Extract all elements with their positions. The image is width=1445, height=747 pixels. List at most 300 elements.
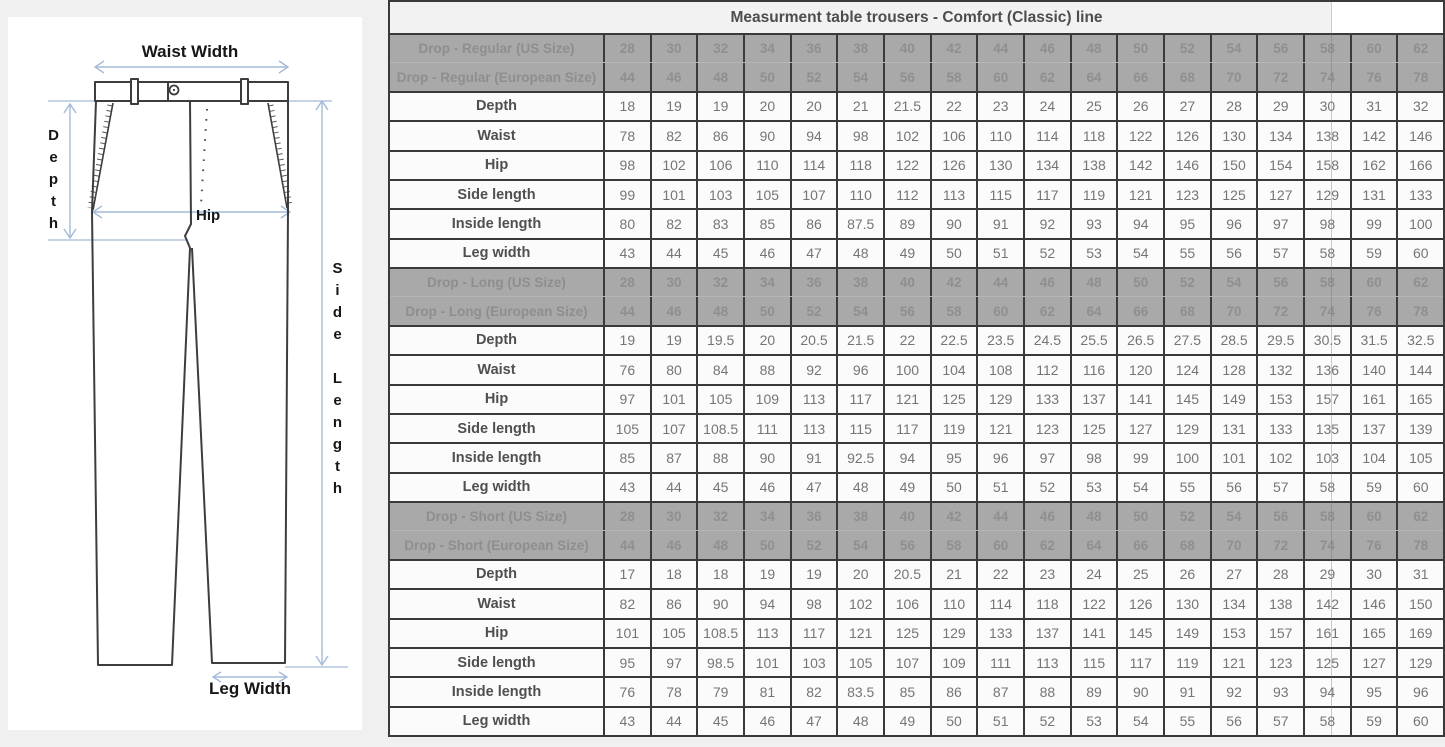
eu-size-cell: 54 [836,63,883,90]
us-size-cell: 52 [1163,503,1210,530]
measurement-value-cell: 30 [1303,93,1350,120]
measurement-value-cell: 95 [1350,678,1397,705]
us-size-cell: 30 [650,269,697,296]
measurement-value-cell: 100 [1163,444,1210,471]
measurement-value-cell: 161 [1350,386,1397,413]
measurement-value-cell: 130 [1163,590,1210,617]
us-size-cell: 52 [1163,269,1210,296]
measurement-value-cell: 19 [650,93,697,120]
measurement-value-cell: 102 [1256,444,1303,471]
measurement-value-cell: 98 [603,152,650,179]
measurement-value-cell: 28.5 [1210,327,1257,354]
measurement-value-cell: 101 [1210,444,1257,471]
measurement-value-cell: 118 [836,152,883,179]
us-size-cell: 38 [836,503,883,530]
measurement-row [390,91,1443,120]
measurement-value-cell: 103 [1303,444,1350,471]
measurement-value-cell: 122 [883,152,930,179]
us-size-cell: 40 [883,35,930,62]
measurement-value-cell: 131 [1210,415,1257,442]
measurement-value-cell: 91 [976,210,1023,237]
measurement-value-cell: 109 [743,386,790,413]
measurement-value-cell: 98 [1070,444,1117,471]
measurement-value-cell: 146 [1350,590,1397,617]
measurement-value-cell: 59 [1350,474,1397,501]
measurement-value-cell: 22 [976,561,1023,588]
measurement-value-cell: 90 [696,590,743,617]
side-length-label: Side Length [329,260,346,502]
eu-size-cell: 72 [1256,531,1303,558]
measurement-row [390,442,1443,471]
measurement-value-cell: 146 [1396,122,1443,149]
eu-size-cell: 64 [1070,297,1117,324]
measurement-value-cell: 90 [930,210,977,237]
measurement-value-cell: 142 [1116,152,1163,179]
eu-size-cell: 68 [1163,297,1210,324]
measurement-value-cell: 132 [1256,356,1303,383]
measurement-row [390,676,1443,705]
measurement-value-cell: 130 [976,152,1023,179]
measurement-value-cell: 94 [743,590,790,617]
measurement-value-cell: 29 [1303,561,1350,588]
measurement-value-cell: 23 [1023,561,1070,588]
measurement-value-cell: 105 [696,386,743,413]
side-length-arrow [316,101,328,665]
measurement-value-cell: 144 [1396,356,1443,383]
measurement-value-cell: 133 [1256,415,1303,442]
measurement-value-cell: 146 [1163,152,1210,179]
measurement-value-cell: 56 [1210,708,1257,735]
measurement-value-cell: 149 [1163,620,1210,647]
measurement-value-cell: 125 [1303,649,1350,676]
us-size-cell: 48 [1070,35,1117,62]
eu-size-cell: 60 [976,531,1023,558]
measurement-row-label: Inside length [451,215,542,232]
measurement-value-cell: 161 [1303,620,1350,647]
us-size-cell: 46 [1023,269,1070,296]
measurement-value-cell: 20 [790,93,837,120]
eu-size-cell: 56 [883,297,930,324]
measurement-value-cell: 49 [883,708,930,735]
measurement-value-cell: 24 [1023,93,1070,120]
measurement-value-cell: 19 [743,561,790,588]
eu-size-cell: 78 [1396,531,1443,558]
measurement-value-cell: 97 [1256,210,1303,237]
measurement-value-cell: 92 [1023,210,1070,237]
measurement-value-cell: 58 [1303,708,1350,735]
eu-size-cell: 46 [650,63,697,90]
measurement-value-cell: 92 [1210,678,1257,705]
measurement-value-cell: 125 [930,386,977,413]
depth-arrow [64,104,76,238]
measurement-value-cell: 24 [1070,561,1117,588]
measurement-value-cell: 99 [1116,444,1163,471]
measurement-row [390,413,1443,442]
measurement-row [390,120,1443,149]
measurement-value-cell: 123 [1163,181,1210,208]
eu-size-header-row [390,62,1443,90]
measurement-value-cell: 105 [603,415,650,442]
eu-size-cell: 48 [696,297,743,324]
measurement-value-cell: 133 [976,620,1023,647]
us-size-cell: 54 [1210,35,1257,62]
waist-width-arrow [95,61,288,73]
measurement-value-cell: 43 [603,474,650,501]
us-size-cell: 62 [1396,35,1443,62]
measurement-value-cell: 53 [1070,240,1117,267]
measurement-value-cell: 89 [883,210,930,237]
measurement-value-cell: 99 [603,181,650,208]
measurement-value-cell: 104 [1350,444,1397,471]
leg-width-label: Leg Width [209,679,291,698]
eu-size-cell: 46 [650,297,697,324]
measurement-value-cell: 92 [790,356,837,383]
measurement-value-cell: 76 [603,356,650,383]
eu-size-cell: 70 [1210,63,1257,90]
measurement-value-cell: 26 [1116,93,1163,120]
measurement-value-cell: 95 [603,649,650,676]
measurement-value-cell: 129 [1303,181,1350,208]
measurement-value-cell: 109 [930,649,977,676]
us-size-cell: 62 [1396,503,1443,530]
us-size-cell: 62 [1396,269,1443,296]
measurement-value-cell: 153 [1256,386,1303,413]
us-size-cell: 54 [1210,503,1257,530]
measurement-value-cell: 18 [603,93,650,120]
measurement-value-cell: 145 [1116,620,1163,647]
us-size-cell: 44 [976,269,1023,296]
eu-size-cell: 52 [790,63,837,90]
measurement-value-cell: 141 [1116,386,1163,413]
measurement-value-cell: 122 [1070,590,1117,617]
measurement-value-cell: 110 [976,122,1023,149]
us-size-cell: 56 [1256,35,1303,62]
measurement-value-cell: 99 [1350,210,1397,237]
measurement-value-cell: 108.5 [696,415,743,442]
us-size-cell: 46 [1023,503,1070,530]
measurement-value-cell: 98 [836,122,883,149]
measurement-value-cell: 96 [1396,678,1443,705]
us-size-row-label: Drop - Long (US Size) [427,275,566,291]
eu-size-cell: 70 [1210,531,1257,558]
measurement-value-cell: 115 [1070,649,1117,676]
measurement-value-cell: 118 [1070,122,1117,149]
measurement-value-cell: 135 [1303,415,1350,442]
measurement-value-cell: 131 [1350,181,1397,208]
measurement-value-cell: 94 [1303,678,1350,705]
measurement-value-cell: 29.5 [1256,327,1303,354]
us-size-header-row [390,33,1443,62]
us-size-row-label: Drop - Short (US Size) [426,509,567,525]
measurement-value-cell: 80 [650,356,697,383]
measurement-value-cell: 102 [650,152,697,179]
measurement-value-cell: 138 [1303,122,1350,149]
us-size-cell: 52 [1163,35,1210,62]
measurement-value-cell: 43 [603,240,650,267]
measurement-value-cell: 117 [883,415,930,442]
measurement-value-cell: 59 [1350,708,1397,735]
measurement-value-cell: 45 [696,240,743,267]
measurement-value-cell: 129 [976,386,1023,413]
us-size-cell: 40 [883,269,930,296]
eu-size-cell: 54 [836,531,883,558]
measurement-value-cell: 98 [790,590,837,617]
measurement-value-cell: 119 [1163,649,1210,676]
measurement-value-cell: 96 [836,356,883,383]
measurement-value-cell: 19 [603,327,650,354]
measurement-value-cell: 55 [1163,474,1210,501]
measurement-value-cell: 157 [1256,620,1303,647]
measurement-value-cell: 25 [1070,93,1117,120]
measurement-value-cell: 56 [1210,474,1257,501]
measurement-value-cell: 138 [1070,152,1117,179]
measurement-value-cell: 106 [883,590,930,617]
measurement-value-cell: 96 [1210,210,1257,237]
hip-label: Hip [196,207,221,224]
measurement-value-cell: 89 [1070,678,1117,705]
measurement-row-label: Depth [475,98,518,115]
measurement-value-cell: 21.5 [883,93,930,120]
measurement-value-cell: 78 [650,678,697,705]
us-size-cell: 32 [696,35,743,62]
measurement-row-label: Inside length [451,683,542,700]
us-size-cell: 60 [1350,269,1397,296]
measurement-row-label: Depth [475,566,518,583]
us-size-cell: 58 [1303,503,1350,530]
measurement-value-cell: 20.5 [883,561,930,588]
measurement-value-cell: 106 [696,152,743,179]
measurement-value-cell: 153 [1210,620,1257,647]
measurement-value-cell: 47 [790,474,837,501]
measurement-value-cell: 30.5 [1303,327,1350,354]
eu-size-cell: 62 [1023,63,1070,90]
eu-size-cell: 68 [1163,63,1210,90]
measurement-value-cell: 100 [883,356,930,383]
measurement-value-cell: 111 [743,415,790,442]
measurement-row-label: Waist [477,361,516,378]
measurement-value-cell: 101 [650,181,697,208]
measurement-row [390,706,1443,735]
measurement-value-cell: 47 [790,240,837,267]
measurement-value-cell: 116 [1070,356,1117,383]
us-size-header-row [390,267,1443,296]
measurement-value-cell: 105 [743,181,790,208]
measurement-row [390,618,1443,647]
measurement-value-cell: 90 [1116,678,1163,705]
eu-size-cell: 76 [1350,531,1397,558]
eu-size-cell: 50 [743,63,790,90]
measurement-value-cell: 139 [1396,415,1443,442]
measurement-value-cell: 50 [930,474,977,501]
measurement-value-cell: 76 [603,678,650,705]
measurement-row [390,588,1443,617]
measurement-value-cell: 87.5 [836,210,883,237]
measurement-value-cell: 115 [976,181,1023,208]
measurement-value-cell: 32.5 [1396,327,1443,354]
measurement-value-cell: 126 [1163,122,1210,149]
measurement-value-cell: 112 [1023,356,1070,383]
eu-size-cell: 50 [743,531,790,558]
eu-size-cell: 74 [1303,297,1350,324]
us-size-cell: 30 [650,503,697,530]
us-size-cell: 60 [1350,503,1397,530]
measurement-value-cell: 107 [650,415,697,442]
measurement-value-cell: 83.5 [836,678,883,705]
measurement-value-cell: 103 [696,181,743,208]
measurement-value-cell: 54 [1116,474,1163,501]
measurement-value-cell: 140 [1350,356,1397,383]
measurement-value-cell: 165 [1350,620,1397,647]
measurement-value-cell: 105 [1396,444,1443,471]
measurement-value-cell: 23 [976,93,1023,120]
measurement-value-cell: 19 [696,93,743,120]
measurement-value-cell: 31 [1350,93,1397,120]
measurement-value-cell: 93 [1256,678,1303,705]
measurement-value-cell: 19.5 [696,327,743,354]
us-size-cell: 56 [1256,269,1303,296]
us-size-header-row [390,501,1443,530]
measurement-value-cell: 121 [883,386,930,413]
us-size-cell: 34 [743,35,790,62]
measurement-row [390,179,1443,208]
measurement-value-cell: 134 [1256,122,1303,149]
measurement-value-cell: 54 [1116,708,1163,735]
measurement-value-cell: 126 [930,152,977,179]
measurement-value-cell: 145 [1163,386,1210,413]
measurement-value-cell: 81 [743,678,790,705]
eu-size-cell: 60 [976,297,1023,324]
measurement-value-cell: 55 [1163,240,1210,267]
measurement-value-cell: 32 [1396,93,1443,120]
measurement-value-cell: 123 [1023,415,1070,442]
measurement-value-cell: 126 [1116,590,1163,617]
eu-size-cell: 66 [1116,63,1163,90]
measurement-row-label: Waist [477,127,516,144]
measurement-value-cell: 23.5 [976,327,1023,354]
us-size-row-label: Drop - Regular (US Size) [418,41,575,57]
measurement-value-cell: 111 [976,649,1023,676]
measurement-value-cell: 110 [930,590,977,617]
eu-size-row-label: Drop - Regular (European Size) [396,69,597,85]
measurement-row-label: Side length [457,654,536,671]
measurement-value-cell: 113 [930,181,977,208]
us-size-cell: 34 [743,269,790,296]
measurement-value-cell: 26.5 [1116,327,1163,354]
measurement-value-cell: 136 [1303,356,1350,383]
measurement-value-cell: 27.5 [1163,327,1210,354]
eu-size-cell: 74 [1303,531,1350,558]
measurement-value-cell: 95 [930,444,977,471]
measurement-value-cell: 129 [1163,415,1210,442]
measurement-value-cell: 137 [1023,620,1070,647]
measurement-value-cell: 101 [650,386,697,413]
measurement-value-cell: 134 [1210,590,1257,617]
measurement-value-cell: 20.5 [790,327,837,354]
measurement-value-cell: 117 [1023,181,1070,208]
trouser-diagram [8,17,362,730]
measurement-value-cell: 22.5 [930,327,977,354]
eu-size-cell: 66 [1116,531,1163,558]
measurement-value-cell: 82 [650,210,697,237]
eu-size-cell: 44 [603,297,650,324]
measurement-value-cell: 117 [790,620,837,647]
measurement-value-cell: 129 [1396,649,1443,676]
measurement-value-cell: 60 [1396,240,1443,267]
measurement-value-cell: 86 [650,590,697,617]
measurement-value-cell: 94 [883,444,930,471]
measurement-value-cell: 117 [836,386,883,413]
eu-size-header-row [390,530,1443,558]
measurement-value-cell: 166 [1396,152,1443,179]
eu-size-cell: 70 [1210,297,1257,324]
measurement-value-cell: 96 [976,444,1023,471]
us-size-cell: 36 [790,503,837,530]
measurement-row [390,150,1443,179]
measurement-value-cell: 127 [1256,181,1303,208]
measurement-value-cell: 119 [1070,181,1117,208]
measurement-row-label: Leg width [462,713,531,730]
us-size-cell: 46 [1023,35,1070,62]
measurement-value-cell: 86 [696,122,743,149]
measurement-row-label: Side length [457,186,536,203]
measurement-value-cell: 114 [790,152,837,179]
eu-size-cell: 76 [1350,63,1397,90]
waist-width-label: Waist Width [141,42,239,61]
measurement-value-cell: 157 [1303,386,1350,413]
measurement-value-cell: 105 [836,649,883,676]
table-title-row [390,2,1443,33]
measurement-value-cell: 98 [1303,210,1350,237]
measurement-value-cell: 165 [1396,386,1443,413]
measurement-value-cell: 97 [603,386,650,413]
measurement-value-cell: 82 [790,678,837,705]
eu-size-cell: 48 [696,531,743,558]
measurement-value-cell: 102 [836,590,883,617]
measurement-row [390,472,1443,501]
measurement-value-cell: 83 [696,210,743,237]
measurement-value-cell: 101 [743,649,790,676]
measurement-row-label: Side length [457,420,536,437]
trouser-outline [92,79,288,665]
measurement-value-cell: 137 [1350,415,1397,442]
measurement-row [390,384,1443,413]
measurement-value-cell: 57 [1256,240,1303,267]
measurement-value-cell: 28 [1256,561,1303,588]
measurement-value-cell: 107 [790,181,837,208]
us-size-cell: 42 [930,269,977,296]
measurement-value-cell: 142 [1350,122,1397,149]
measurement-value-cell: 44 [650,474,697,501]
measurement-value-cell: 85 [883,678,930,705]
measurement-row-label: Hip [484,157,509,174]
eu-size-cell: 58 [930,297,977,324]
us-size-cell: 50 [1116,503,1163,530]
measurement-value-cell: 90 [743,122,790,149]
measurement-value-cell: 150 [1396,590,1443,617]
measurement-value-cell: 44 [650,240,697,267]
measurement-value-cell: 24.5 [1023,327,1070,354]
measurement-value-cell: 91 [1163,678,1210,705]
measurement-value-cell: 87 [976,678,1023,705]
measurement-value-cell: 114 [976,590,1023,617]
us-size-cell: 48 [1070,269,1117,296]
measurement-value-cell: 85 [743,210,790,237]
eu-size-cell: 44 [603,63,650,90]
measurement-value-cell: 28 [1210,93,1257,120]
eu-size-cell: 72 [1256,297,1303,324]
measurement-value-cell: 48 [836,708,883,735]
eu-size-cell: 48 [696,63,743,90]
